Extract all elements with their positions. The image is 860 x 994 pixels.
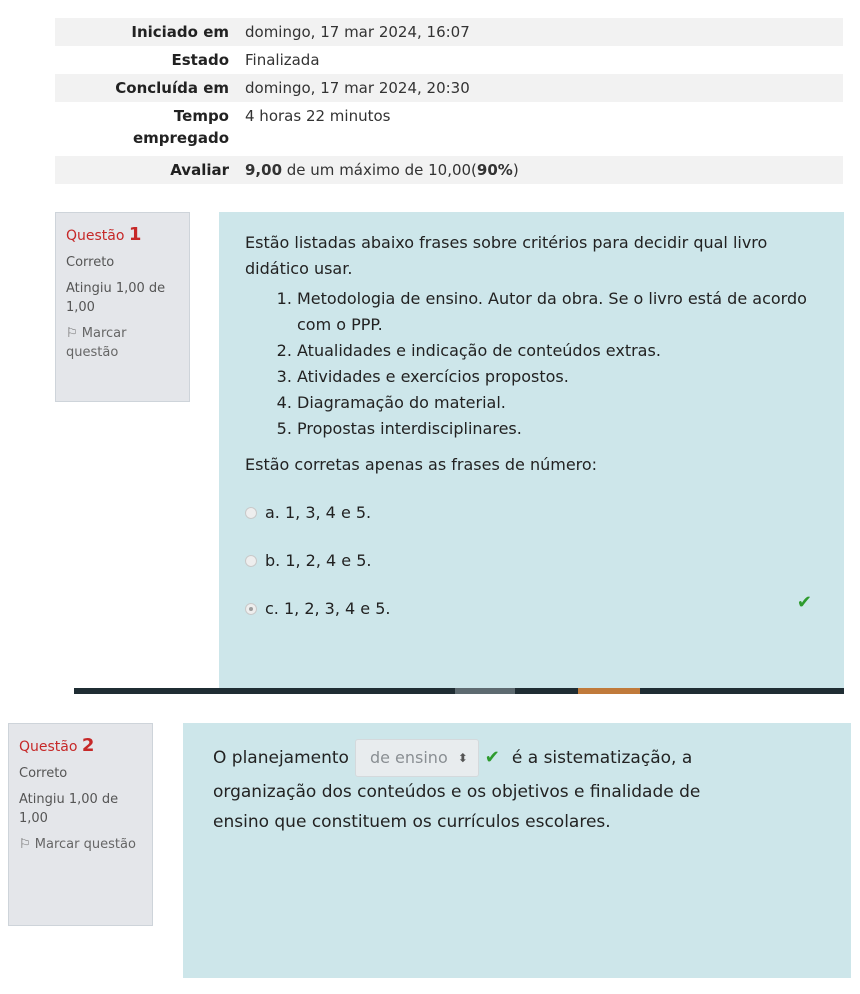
question-1-intro: Estão listadas abaixo frases sobre critérios para decidir qual livro didático usar. [245, 233, 768, 278]
select-value: de ensino [369, 748, 448, 767]
summary-label: Concluída em [55, 74, 239, 102]
radio-button-selected[interactable] [245, 603, 257, 615]
summary-value: domingo, 17 mar 2024, 16:07 [239, 18, 843, 46]
divider-segment [455, 688, 515, 694]
answer-option-label: b. 1, 2, 4 e 5. [265, 551, 372, 570]
question-2-text-after-1: é a sistematização, a [511, 748, 693, 768]
summary-row-time-taken [55, 102, 843, 156]
summary-label-line1: Tempo [173, 107, 229, 125]
grade-value: 9,00 [245, 161, 283, 179]
question-1-status: Correto [66, 255, 115, 270]
updown-arrow-icon: ⬍ [457, 751, 468, 765]
divider-segment [52, 688, 74, 694]
summary-label-line2: empregado [132, 129, 229, 147]
question-2-score: Atingiu 1,00 de 1,00 [19, 792, 119, 826]
summary-value [239, 156, 843, 184]
summary-row-started [55, 18, 843, 46]
question-number: 2 [81, 735, 95, 756]
summary-value: Finalizada [245, 51, 320, 69]
grade-percent: 90% [476, 161, 513, 179]
summary-row-grade [55, 156, 843, 184]
question-2-text-before: O planejamento [213, 748, 349, 768]
question-number: 1 [128, 224, 142, 245]
question-title-prefix: Questão [66, 228, 125, 244]
answer-option-label: a. 1, 3, 4 e 5. [265, 503, 372, 522]
grade-end-text: ) [512, 161, 519, 179]
summary-row-completed [55, 74, 843, 102]
question-1-prompt: Estão corretas apenas as frases de número: [245, 455, 598, 474]
radio-button[interactable] [245, 507, 257, 519]
question-1-statement-list [245, 286, 820, 442]
question-2-text-line2: organização dos conteúdos e os objetivos e finalidade de [213, 782, 701, 802]
summary-label: Estado [171, 51, 229, 69]
summary-value: domingo, 17 mar 2024, 20:30 [239, 74, 843, 102]
radio-button[interactable] [245, 555, 257, 567]
summary-label: Avaliar [55, 156, 239, 184]
question-1-content [219, 212, 844, 688]
divider-segment [578, 688, 640, 694]
page-divider-bar [52, 688, 844, 694]
answer-option-b[interactable] [245, 548, 820, 574]
flag-label: Marcar questão [34, 837, 136, 852]
statement-item: 5. Propostas interdisciplinares. [297, 416, 820, 442]
question-1-info [55, 212, 190, 402]
grade-mid-text: de um máximo de 10,00( [282, 161, 477, 179]
answer-option-label: c. 1, 2, 3, 4 e 5. [265, 599, 391, 618]
answer-option-a[interactable] [245, 500, 820, 526]
statement-item: 3. Atividades e exercícios propostos. [297, 364, 820, 390]
check-icon: ✔ [484, 747, 500, 768]
question-1-score: Atingiu 1,00 de 1,00 [66, 281, 166, 315]
statement-item: 4. Diagramação do material. [297, 390, 820, 416]
summary-value: 4 horas 22 minutos [245, 107, 391, 125]
answer-select-dropdown[interactable] [355, 739, 479, 777]
question-2-text [213, 739, 827, 777]
question-2-status: Correto [19, 766, 68, 781]
question-2-title [19, 736, 142, 757]
summary-label [55, 102, 239, 156]
flag-label: Marcar questão [66, 326, 127, 360]
question-2-content [183, 723, 851, 978]
statement-item: 2. Atualidades e indicação de conteúdos extras. [297, 338, 820, 364]
summary-label: Iniciado em [55, 18, 239, 46]
check-icon: ✔ [796, 592, 812, 613]
question-2-info [8, 723, 153, 926]
flag-question-2-link[interactable] [19, 835, 142, 854]
flag-icon: ⚐ [19, 837, 31, 852]
question-1-title [66, 225, 179, 246]
attempt-summary-table [55, 18, 843, 184]
flag-icon: ⚐ [66, 326, 78, 341]
summary-row-state [55, 46, 843, 74]
question-title-prefix: Questão [19, 739, 78, 755]
statement-item: 1. Metodologia de ensino. Autor da obra. Se o livro está de acordo com o PPP. [297, 286, 820, 338]
flag-question-1-link[interactable] [66, 324, 179, 362]
answer-option-c[interactable] [245, 592, 820, 622]
question-2-text-line3: ensino que constituem os currículos escolares. [213, 812, 611, 832]
